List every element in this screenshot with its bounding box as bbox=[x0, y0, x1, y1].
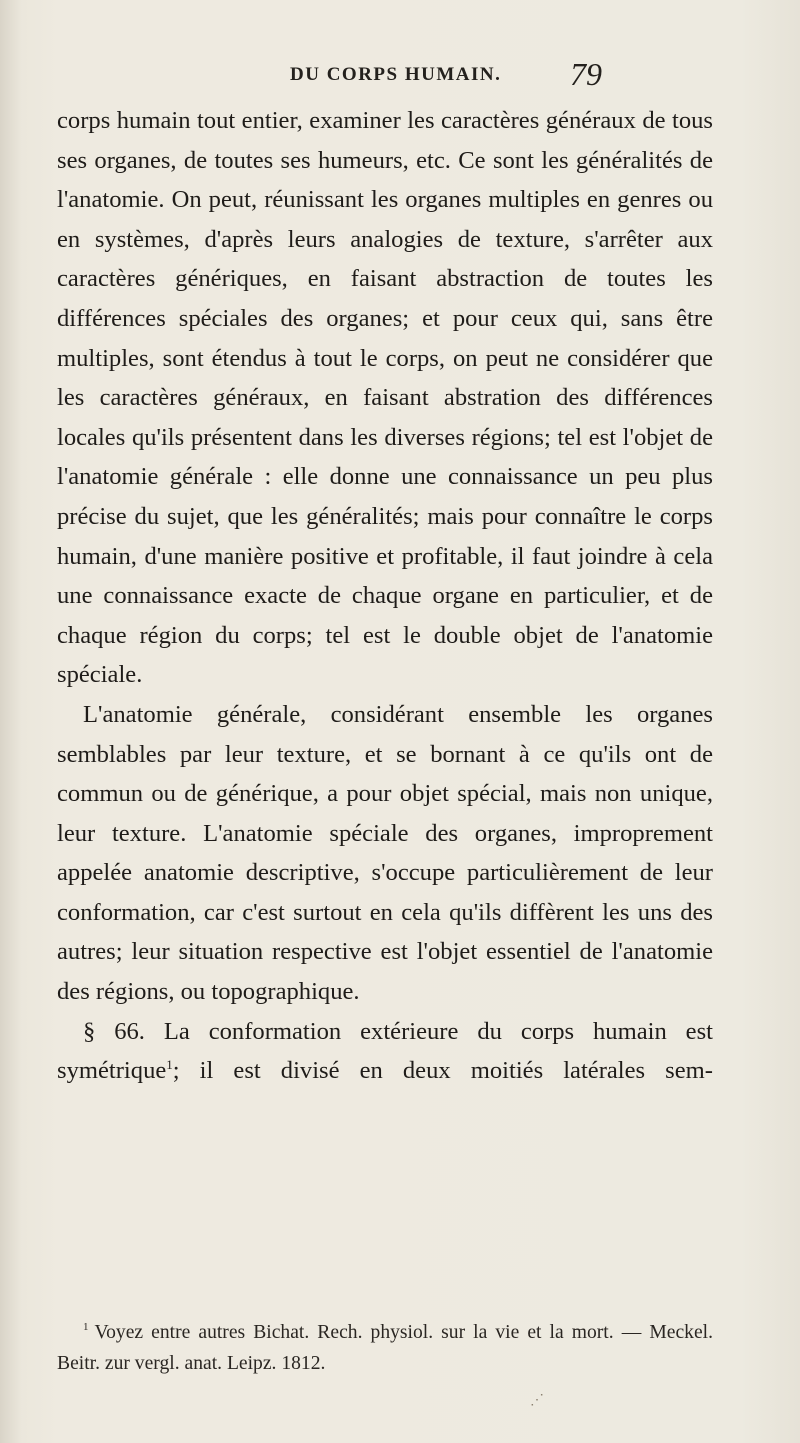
paragraph-3-text-end: ; il est divisé en deux moitiés latérales sem- bbox=[172, 1057, 713, 1085]
body-text bbox=[57, 101, 713, 1091]
footnotes bbox=[57, 1317, 713, 1379]
paragraph-3 bbox=[57, 1012, 713, 1091]
footnote-reference: 1 bbox=[166, 1057, 173, 1073]
paragraph-1: corps humain tout entier, examiner les caractères généraux de tous ses organes, de toutes ses humeurs, etc. Ce sont les généralités de l'anatomie. On peut, réunissant les organes multiples en genres ou en systèmes, d'après leurs analogies de texture, s'arrêter aux caractères génériques, en faisant abstraction de toutes les différences spéciales des organes; et pour ceux qui, sans être multiples, sont étendus à tout le corps, on peut ne considérer que les caractères généraux, en faisant abstration des différences locales qu'ils présentent dans les diverses régions; tel est l'objet de l'anatomie générale : elle donne une connaissance un peu plus précise du sujet, que les généralités; mais pour connaître le corps humain, d'une manière positive et profitable, il faut joindre à cela une connaissance exacte de chaque organe en particulier, et de chaque région du corps; tel est le double objet de l'anatomie spéciale. bbox=[57, 107, 713, 689]
footnote-text: Voyez entre autres Bichat. Rech. physiol. sur la vie et la mort. — Meckel. Beitr. zur vergl. anat. Leipz. 1812. bbox=[57, 1322, 713, 1374]
footnote-1 bbox=[57, 1317, 713, 1379]
paragraph-3-text-start: § 66. La conformation extérieure du corps humain est symétrique bbox=[57, 1017, 713, 1085]
ink-speck: ⋰ bbox=[530, 1392, 544, 1408]
paragraph-2: L'anatomie générale, considérant ensemble les organes semblables par leur texture, et se bornant à ce qu'ils ont de commun ou de générique, a pour objet spécial, mais non unique, leur texture. L'anatomie spéciale des organes, improprement appelée anatomie descriptive, s'occupe particulièrement de leur conformation, car c'est surtout en cela qu'ils diffèrent les uns des autres; leur situation respective est l'objet essentiel de l'anatomie des régions, ou topographique. bbox=[57, 700, 713, 1006]
footnote-mark: 1 bbox=[83, 1321, 89, 1334]
running-head: DU CORPS HUMAIN. bbox=[290, 64, 502, 85]
page-number: 79 bbox=[570, 56, 602, 92]
page-header bbox=[0, 56, 800, 96]
